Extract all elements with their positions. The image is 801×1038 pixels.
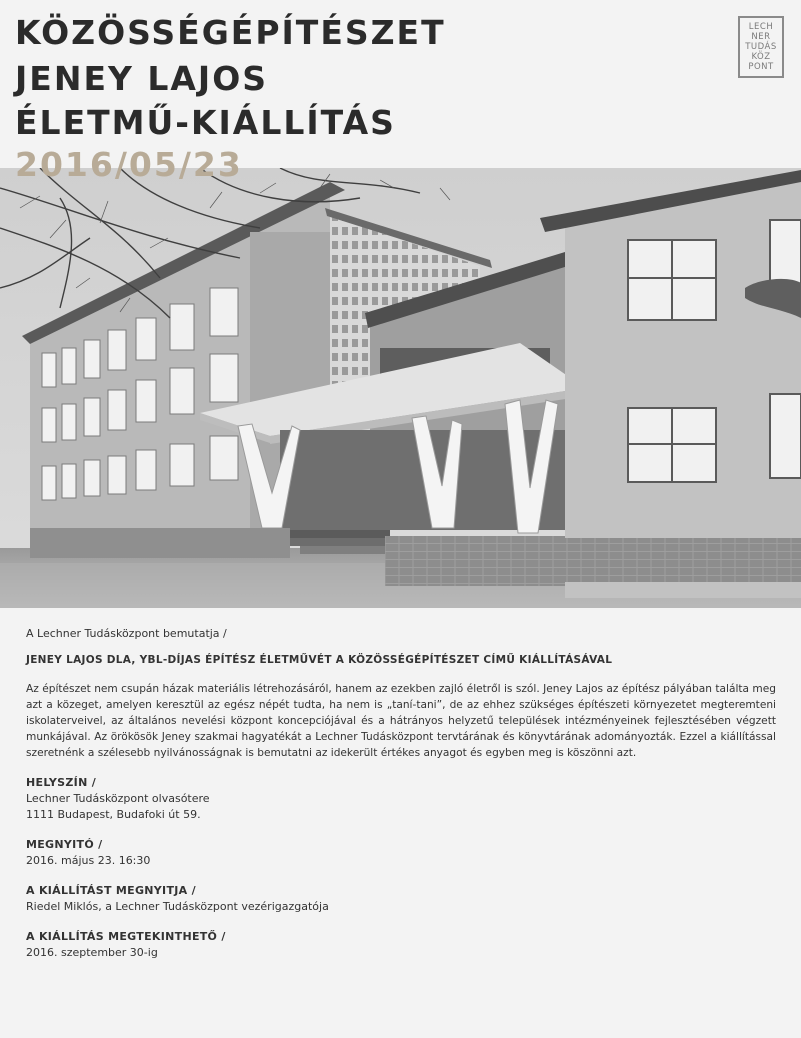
intro-text: A Lechner Tudásközpont bemutatja / xyxy=(26,627,227,640)
section-viewable xyxy=(26,929,776,961)
logo-line: TUDÁS xyxy=(745,42,777,52)
lechner-logo xyxy=(738,16,784,78)
building-photo xyxy=(0,168,801,608)
logo-line: KÖZ xyxy=(751,52,771,62)
logo-line: LECH xyxy=(748,22,774,32)
content xyxy=(26,626,776,975)
section-location xyxy=(26,775,776,823)
body-paragraph: Az építészet nem csupán házak materiális létrehozásáról, hanem az ezekben zajló életről is szól. Jeney Lajos az építész pályában találta meg azt a közeget, amelyen keresztül az egész népét tudta, ha nem is „taní-tani”, de az ehhez szükséges építészeti környezetet megteremteni iskolaterveivel, az általános nevelési központ koncepciójával és a hátrányos helyzetű települések intézményeinek fejlesztésében végzett munkájával. Az örökösök Jeney szakmai hagyatékát a Lechner Tudásközpont tervtárának és könyvtárának adományozták. Ezzel a kiállítással szeretnénk a szélesebb nyilvánosságnak is bemutatni az idekerült értékes anyagot és egyben meg is köszönni azt. xyxy=(26,683,776,760)
section-heading: MEGNYITÓ / xyxy=(26,838,103,852)
exhibition-subtitle: JENEY LAJOS DLA, YBL-DÍJAS ÉPÍTÉSZ ÉLETMŰVÉT A KÖZÖSSÉGÉPÍTÉSZET CÍMŰ KIÁLLÍTÁSÁVAL xyxy=(26,654,613,666)
section-heading: HELYSZÍN / xyxy=(26,776,97,790)
section-line: 1111 Budapest, Budafoki út 59. xyxy=(26,808,201,822)
title-line-2: JENEY LAJOS xyxy=(15,59,269,98)
event-date: 2016/05/23 xyxy=(15,145,243,184)
title-line-3: ÉLETMŰ-KIÁLLÍTÁS xyxy=(15,103,396,142)
title-line-1: KÖZÖSSÉGÉPÍTÉSZET xyxy=(15,13,446,52)
header xyxy=(0,0,801,168)
section-line: Riedel Miklós, a Lechner Tudásközpont vezérigazgatója xyxy=(26,900,329,914)
logo-line: PONT xyxy=(748,62,774,72)
section-heading: A KIÁLLÍTÁST MEGNYITJA / xyxy=(26,884,196,898)
section-opening xyxy=(26,837,776,869)
section-heading: A KIÁLLÍTÁS MEGTEKINTHETŐ / xyxy=(26,930,226,944)
section-line: 2016. szeptember 30-ig xyxy=(26,946,158,960)
section-opened-by xyxy=(26,883,776,915)
section-line: Lechner Tudásközpont olvasótere xyxy=(26,792,210,806)
section-line: 2016. május 23. 16:30 xyxy=(26,854,151,868)
logo-line: NER xyxy=(751,32,771,42)
